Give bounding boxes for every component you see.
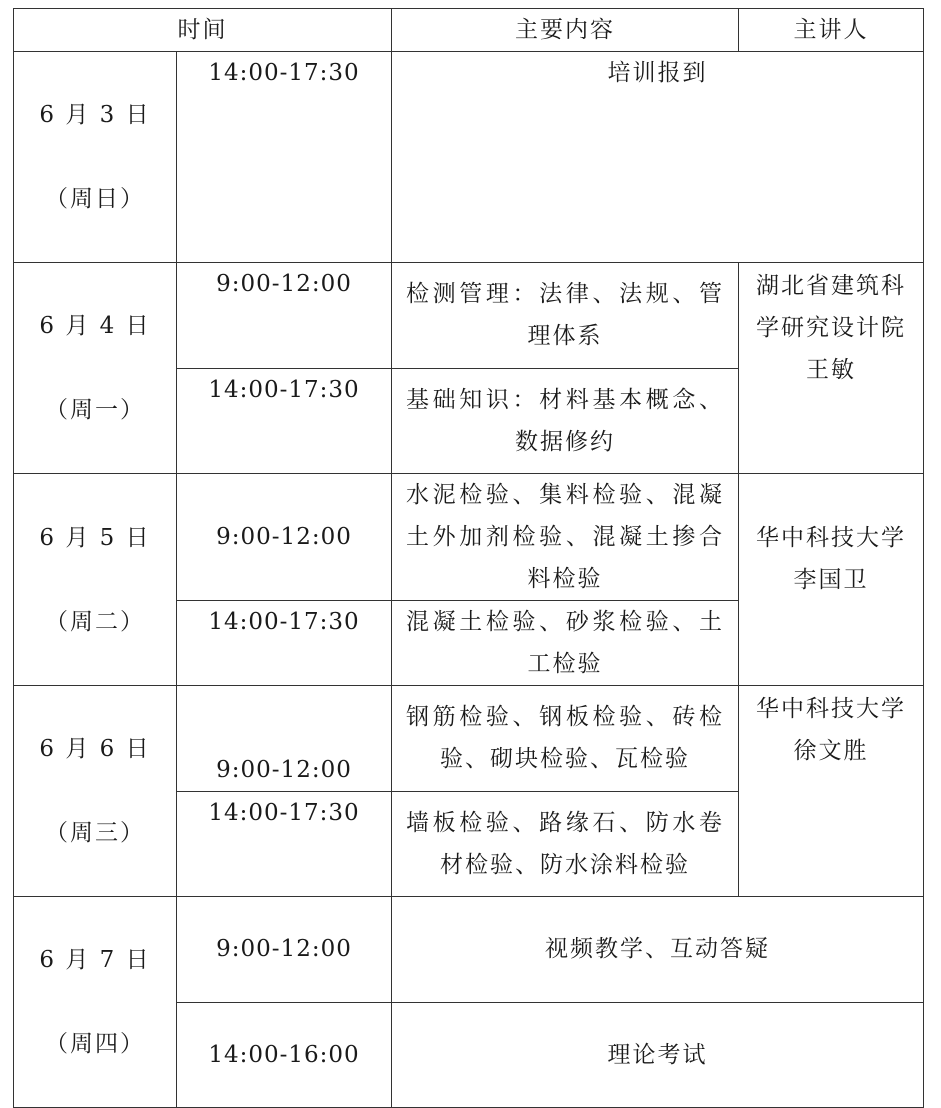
day-weekday: （周日）	[45, 186, 145, 212]
table-row	[14, 897, 924, 1003]
header-time: 时间	[14, 9, 392, 52]
header-speaker: 主讲人	[739, 9, 924, 52]
session-time: 9:00-12:00	[177, 263, 392, 369]
day-weekday: （周二）	[45, 608, 145, 635]
session-content: 基础知识：材料基本概念、数据修约	[392, 368, 739, 474]
speaker-cell: 华中科技大学 李国卫	[739, 474, 924, 686]
day-date: 6 月 3 日	[39, 102, 151, 128]
session-content: 检测管理：法律、法规、管理体系	[392, 263, 739, 369]
session-content: 墙板检验、路缘石、防水卷材检验、防水涂料检验	[392, 791, 739, 897]
schedule-table	[13, 8, 924, 1108]
speaker-cell: 华中科技大学 徐文胜	[739, 686, 924, 897]
session-time: 14:00-17:30	[177, 368, 392, 474]
table-row	[14, 474, 924, 601]
speaker-cell: 湖北省建筑科学研究设计院 王敏	[739, 263, 924, 474]
session-time: 9:00-12:00	[177, 474, 392, 601]
session-time: 14:00-17:30	[177, 52, 392, 263]
day-date: 6 月 5 日	[39, 524, 151, 551]
day-cell	[14, 52, 177, 263]
header-row	[14, 9, 924, 52]
table-row	[14, 52, 924, 263]
session-content: 视频教学、互动答疑	[392, 897, 924, 1003]
day-date: 6 月 4 日	[39, 313, 151, 339]
session-content: 理论考试	[392, 1002, 924, 1108]
header-content: 主要内容	[392, 9, 739, 52]
session-content: 培训报到	[392, 52, 924, 263]
day-date: 6 月 7 日	[39, 947, 151, 973]
day-cell	[14, 897, 177, 1108]
day-cell	[14, 263, 177, 474]
table-row	[14, 686, 924, 792]
day-date: 6 月 6 日	[39, 736, 151, 762]
day-cell	[14, 474, 177, 686]
day-weekday: （周三）	[45, 820, 145, 846]
session-time: 14:00-17:30	[177, 601, 392, 686]
table-row	[14, 263, 924, 369]
session-content: 水泥检验、集料检验、混凝土外加剂检验、混凝土掺合料检验	[392, 474, 739, 601]
session-time: 9:00-12:00	[177, 686, 392, 792]
session-content: 混凝土检验、砂浆检验、土工检验	[392, 601, 739, 686]
day-weekday: （周一）	[45, 397, 145, 423]
day-weekday: （周四）	[45, 1031, 145, 1057]
session-time: 14:00-16:00	[177, 1002, 392, 1108]
session-content: 钢筋检验、钢板检验、砖检验、砌块检验、瓦检验	[392, 686, 739, 792]
day-cell	[14, 686, 177, 897]
session-time: 14:00-17:30	[177, 791, 392, 897]
session-time: 9:00-12:00	[177, 897, 392, 1003]
